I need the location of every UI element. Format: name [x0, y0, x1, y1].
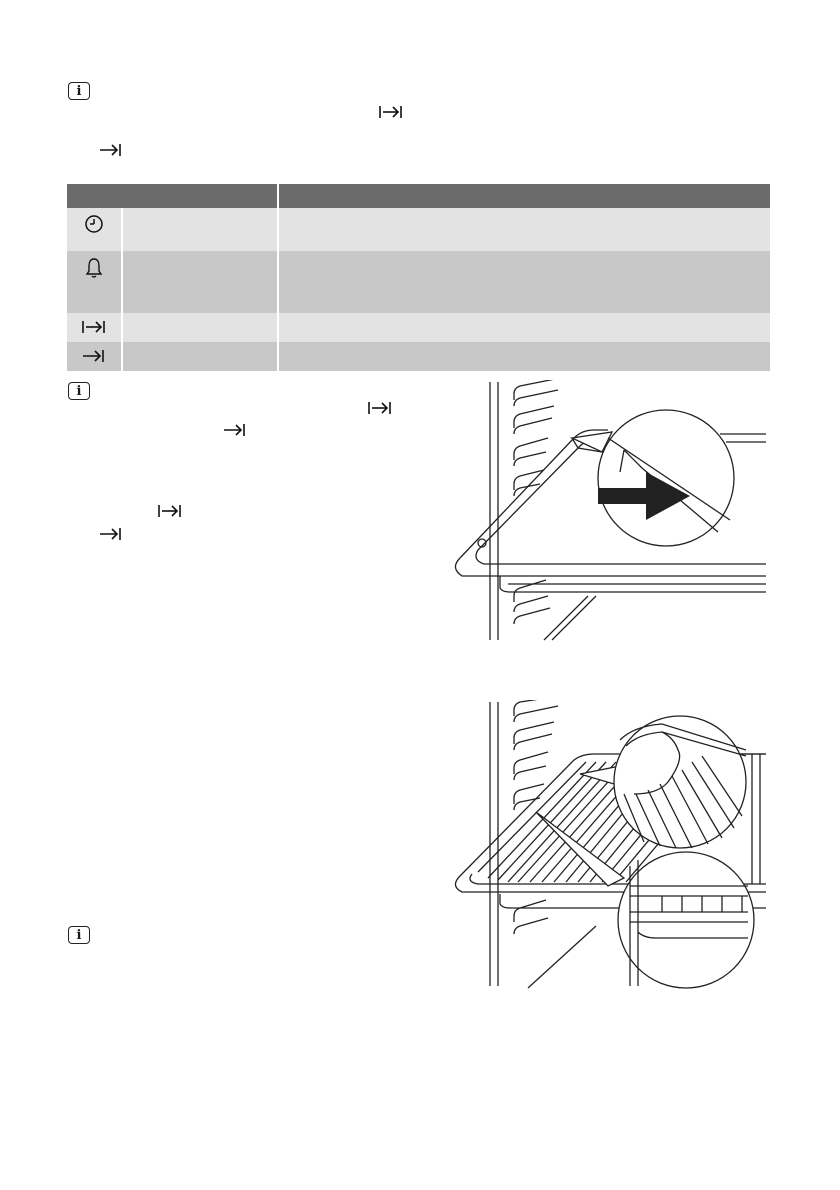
arrow-bar-icon: [98, 526, 124, 542]
table-cell-icon: [67, 251, 122, 313]
table-cell-icon: [67, 313, 122, 342]
info-icon-letter: i: [76, 83, 82, 99]
tray-insertion-figure: [448, 380, 773, 642]
wire-shelf-insertion-figure: [448, 700, 773, 990]
info-icon-letter: i: [76, 927, 82, 943]
info-icon: [68, 82, 90, 100]
bar-arrow-bar-icon: [157, 503, 183, 519]
table-cell-application: [278, 313, 770, 342]
clock-functions-table: [67, 184, 770, 371]
table-header-row: [67, 184, 770, 208]
table-cell-application: [278, 342, 770, 371]
table-row: [67, 342, 770, 371]
bar-arrow-bar-icon: [378, 104, 404, 120]
table-header-application: [278, 184, 770, 208]
table-cell-icon: [67, 208, 122, 251]
table-row: [67, 208, 770, 251]
table-cell-function: [122, 208, 278, 251]
info-icon: [68, 926, 90, 944]
bar-arrow-bar-icon: [81, 319, 107, 335]
table-cell-application: [278, 208, 770, 251]
bar-arrow-bar-icon: [367, 400, 393, 416]
arrow-bar-icon: [222, 422, 248, 438]
info-icon: [68, 382, 90, 400]
table-row: [67, 251, 770, 313]
info-icon-letter: i: [76, 383, 82, 399]
table-row: [67, 313, 770, 342]
clock-icon: [84, 214, 104, 234]
table-cell-function: [122, 251, 278, 313]
table-cell-application: [278, 251, 770, 313]
table-cell-function: [122, 313, 278, 342]
table-cell-icon: [67, 342, 122, 371]
table-header-function: [67, 184, 278, 208]
bell-icon: [84, 257, 104, 279]
arrow-bar-icon: [81, 348, 107, 364]
table-cell-function: [122, 342, 278, 371]
arrow-bar-icon: [98, 142, 124, 158]
